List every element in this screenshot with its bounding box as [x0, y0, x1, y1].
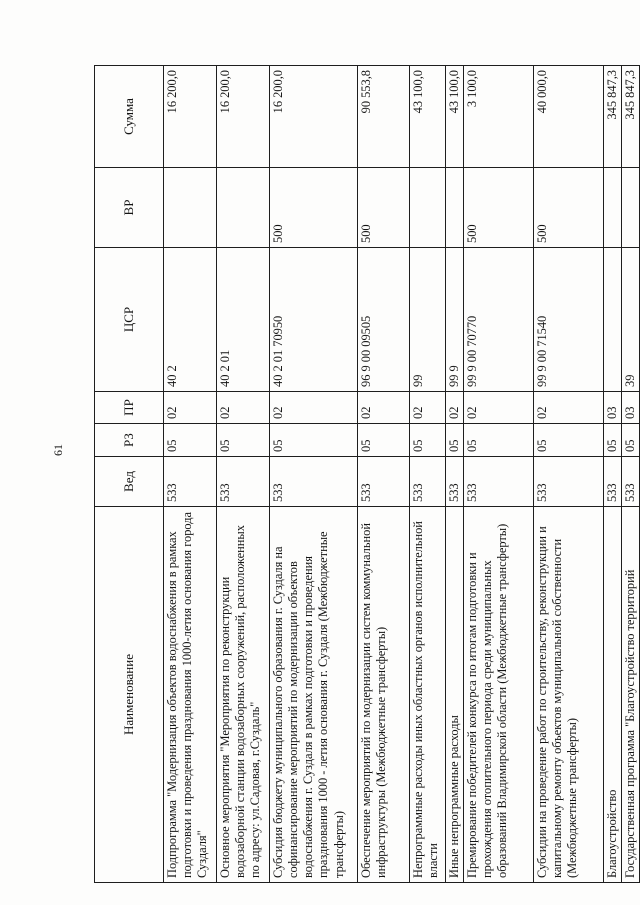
page-number: 61 [51, 444, 65, 456]
cell-csr: 40 2 [164, 248, 217, 392]
cell-pr: 02 [534, 392, 604, 424]
cell-name: Основное мероприятия "Мероприятия по реконструкции водозаборной станции водозаборных сооружений, расположенных по адресу: ул.Садовая, г.Суздаль" [217, 507, 270, 883]
cell-sum: 3 100,0 [464, 66, 534, 168]
cell-name: Субсидии на проведение работ по строительству, реконструкции и капитальному ремонту объектов муниципальной собственности (Межбюджетные трансферты) [534, 507, 604, 883]
cell-pr: 02 [164, 392, 217, 424]
cell-name: Подпрограмма "Модернизация объектов водоснабжения в рамках подготовки и проведения празднования 1000-летия основания города Суздаля" [164, 507, 217, 883]
cell-sum: 16 200,0 [217, 66, 270, 168]
cell-pr: 02 [464, 392, 534, 424]
table-row [217, 66, 270, 883]
header-ved: Вед [95, 457, 164, 507]
cell-name: Благоустройство [604, 507, 622, 883]
cell-rz: 05 [622, 424, 640, 457]
cell-ved: 533 [604, 457, 622, 507]
cell-csr: 40 2 01 [217, 248, 270, 392]
header-name: Наименование [95, 507, 164, 883]
header-vr: ВР [95, 168, 164, 248]
cell-pr: 02 [410, 392, 446, 424]
cell-csr: 99 [410, 248, 446, 392]
cell-sum: 16 200,0 [270, 66, 358, 168]
cell-sum: 16 200,0 [164, 66, 217, 168]
cell-pr: 03 [622, 392, 640, 424]
cell-csr: 99 9 [446, 248, 464, 392]
cell-pr: 02 [270, 392, 358, 424]
cell-rz: 05 [534, 424, 604, 457]
cell-rz: 05 [604, 424, 622, 457]
cell-ved: 533 [446, 457, 464, 507]
cell-name: Непрограммные расходы иных областных органов исполнительной власти [410, 507, 446, 883]
header-sum: Сумма [95, 66, 164, 168]
cell-vr: 500 [358, 168, 410, 248]
cell-sum: 345 847,3 [622, 66, 640, 168]
cell-pr: 02 [358, 392, 410, 424]
cell-vr [622, 168, 640, 248]
cell-pr: 02 [446, 392, 464, 424]
cell-vr: 500 [534, 168, 604, 248]
cell-name: Обеспечение мероприятий по модернизации систем коммунальной инфраструктуры (Межбюджетные трансферты) [358, 507, 410, 883]
cell-name: Премирование победителей конкурса по итогам подготовки и прохождения отопительного периода среди муниципальных образований Владимирской области (Межбюджетные трансферты) [464, 507, 534, 883]
cell-ved: 533 [358, 457, 410, 507]
cell-pr: 02 [217, 392, 270, 424]
rotated-table-container [94, 66, 638, 883]
budget-table [94, 65, 640, 883]
table-row [410, 66, 446, 883]
cell-ved: 533 [622, 457, 640, 507]
cell-ved: 533 [217, 457, 270, 507]
cell-ved: 533 [410, 457, 446, 507]
cell-sum: 90 553,8 [358, 66, 410, 168]
cell-ved: 533 [164, 457, 217, 507]
cell-csr: 39 [622, 248, 640, 392]
header-pr: ПР [95, 392, 164, 424]
table-row [534, 66, 604, 883]
cell-csr: 96 9 00 09505 [358, 248, 410, 392]
cell-vr: 500 [464, 168, 534, 248]
cell-vr [164, 168, 217, 248]
cell-csr: 99 9 00 70770 [464, 248, 534, 392]
cell-sum: 43 100,0 [446, 66, 464, 168]
cell-rz: 05 [410, 424, 446, 457]
cell-csr: 40 2 01 70950 [270, 248, 358, 392]
table-row [604, 66, 622, 883]
cell-rz: 05 [217, 424, 270, 457]
cell-vr [410, 168, 446, 248]
cell-sum: 40 000,0 [534, 66, 604, 168]
header-rz: РЗ [95, 424, 164, 457]
cell-ved: 533 [534, 457, 604, 507]
header-csr: ЦСР [95, 248, 164, 392]
cell-rz: 05 [446, 424, 464, 457]
table-row [446, 66, 464, 883]
cell-csr [604, 248, 622, 392]
cell-ved: 533 [464, 457, 534, 507]
cell-name: Субсидия бюджету муниципального образования г. Суздаля на софинансирование мероприятий по модернизации объектов водоснабжения г. Суздаля в рамках подготовки и проведения празднования 1000 - летия основания г. Суздаля (Межбюджетные трансферты) [270, 507, 358, 883]
cell-name: Иные непрограммные расходы [446, 507, 464, 883]
table-row [164, 66, 217, 883]
table-row [622, 66, 640, 883]
table-header-row [95, 66, 164, 883]
cell-vr [446, 168, 464, 248]
cell-vr: 500 [270, 168, 358, 248]
table-row [270, 66, 358, 883]
cell-rz: 05 [164, 424, 217, 457]
cell-rz: 05 [464, 424, 534, 457]
table-row [358, 66, 410, 883]
cell-vr [604, 168, 622, 248]
cell-csr: 99 9 00 71540 [534, 248, 604, 392]
cell-name: Государственная программа "Благоустройство территорий [622, 507, 640, 883]
cell-sum: 345 847,3 [604, 66, 622, 168]
cell-sum: 43 100,0 [410, 66, 446, 168]
cell-rz: 05 [270, 424, 358, 457]
cell-pr: 03 [604, 392, 622, 424]
table-row [464, 66, 534, 883]
cell-vr [217, 168, 270, 248]
cell-ved: 533 [270, 457, 358, 507]
cell-rz: 05 [358, 424, 410, 457]
